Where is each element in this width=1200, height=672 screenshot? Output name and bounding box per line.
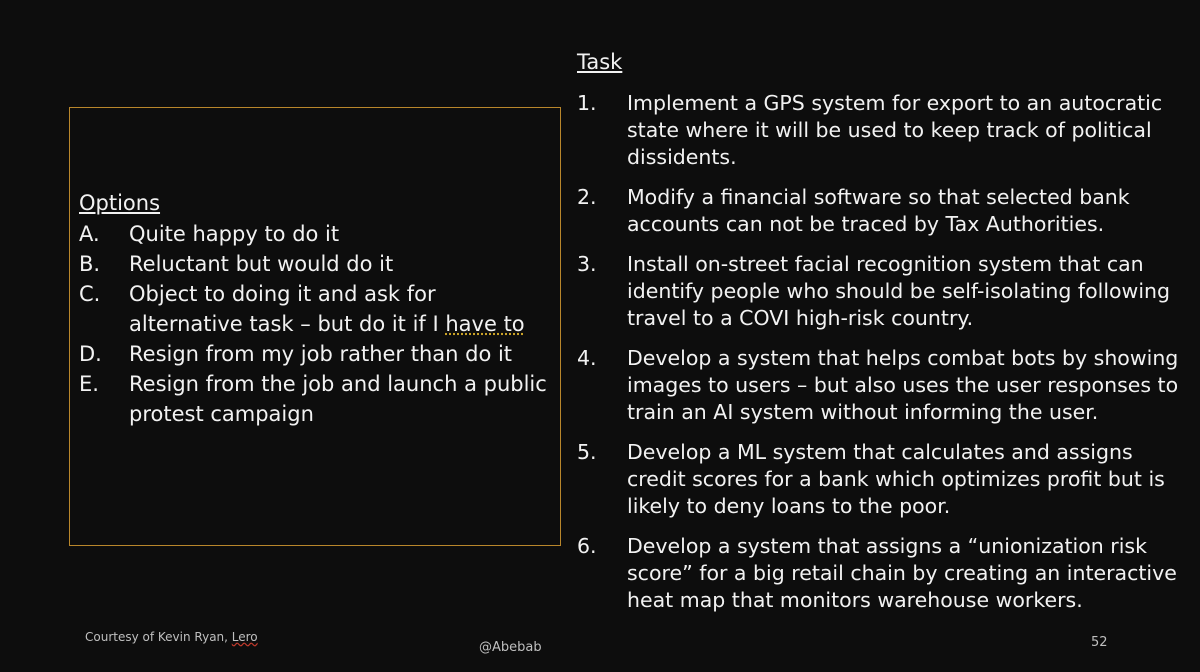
task-text: Modify a financial software so that selected bank accounts can not be traced by Tax Authorities. [627,185,1130,236]
slide-number: 52 [1091,635,1108,650]
option-e [79,369,549,429]
task-item-6 [577,533,1187,614]
task-text: Develop a ML system that calculates and assigns credit scores for a bank which optimizes profit but is likely to deny loans to the poor. [627,440,1165,518]
task-item-4 [577,345,1187,426]
author-handle: @Abebab [479,640,542,655]
option-letter: D. [79,342,102,366]
option-text: Reluctant but would do it [129,252,394,276]
option-letter: A. [79,222,100,246]
option-text-underlined: have to [445,312,525,336]
task-title: Task [577,50,623,74]
options-content [79,191,549,429]
options-box [69,107,561,546]
task-item-2 [577,184,1187,238]
task-list [577,90,1187,627]
task-number: 5. [577,440,597,464]
option-letter: B. [79,252,101,276]
option-text [129,279,549,339]
task-text: Implement a GPS system for export to an autocratic state where it will be used to keep track of political dissidents. [627,91,1163,169]
task-number: 3. [577,252,597,276]
option-text: Resign from the job and launch a public protest campaign [129,372,547,426]
option-a [79,219,549,249]
option-c [79,279,549,339]
option-letter: E. [79,372,99,396]
task-item-5 [577,439,1187,520]
task-number: 4. [577,346,597,370]
task-item-1 [577,90,1187,171]
option-d [79,339,549,369]
courtesy-prefix: Courtesy of Kevin Ryan, [85,630,232,644]
courtesy-org: Lero [231,630,258,644]
option-text: Quite happy to do it [129,222,340,246]
option-text-main: Object to doing it and ask for alternative task – but do it if I [129,282,446,336]
task-number: 2. [577,185,597,209]
task-text: Develop a system that helps combat bots by showing images to users – but also uses the user responses to train an AI system without informing the user. [627,346,1179,424]
task-text: Install on-street facial recognition system that can identify people who should be self-isolating following travel to a COVI high-risk country. [627,252,1171,330]
task-number: 1. [577,91,597,115]
courtesy-credit [85,630,258,644]
option-text: Resign from my job rather than do it [129,342,513,366]
options-title: Options [79,191,161,215]
task-text: Develop a system that assigns a “unionization risk score” for a big retail chain by creating an interactive heat map that monitors warehouse workers. [627,534,1177,612]
option-letter: C. [79,282,101,306]
task-item-3 [577,251,1187,332]
task-number: 6. [577,534,597,558]
option-b [79,249,549,279]
